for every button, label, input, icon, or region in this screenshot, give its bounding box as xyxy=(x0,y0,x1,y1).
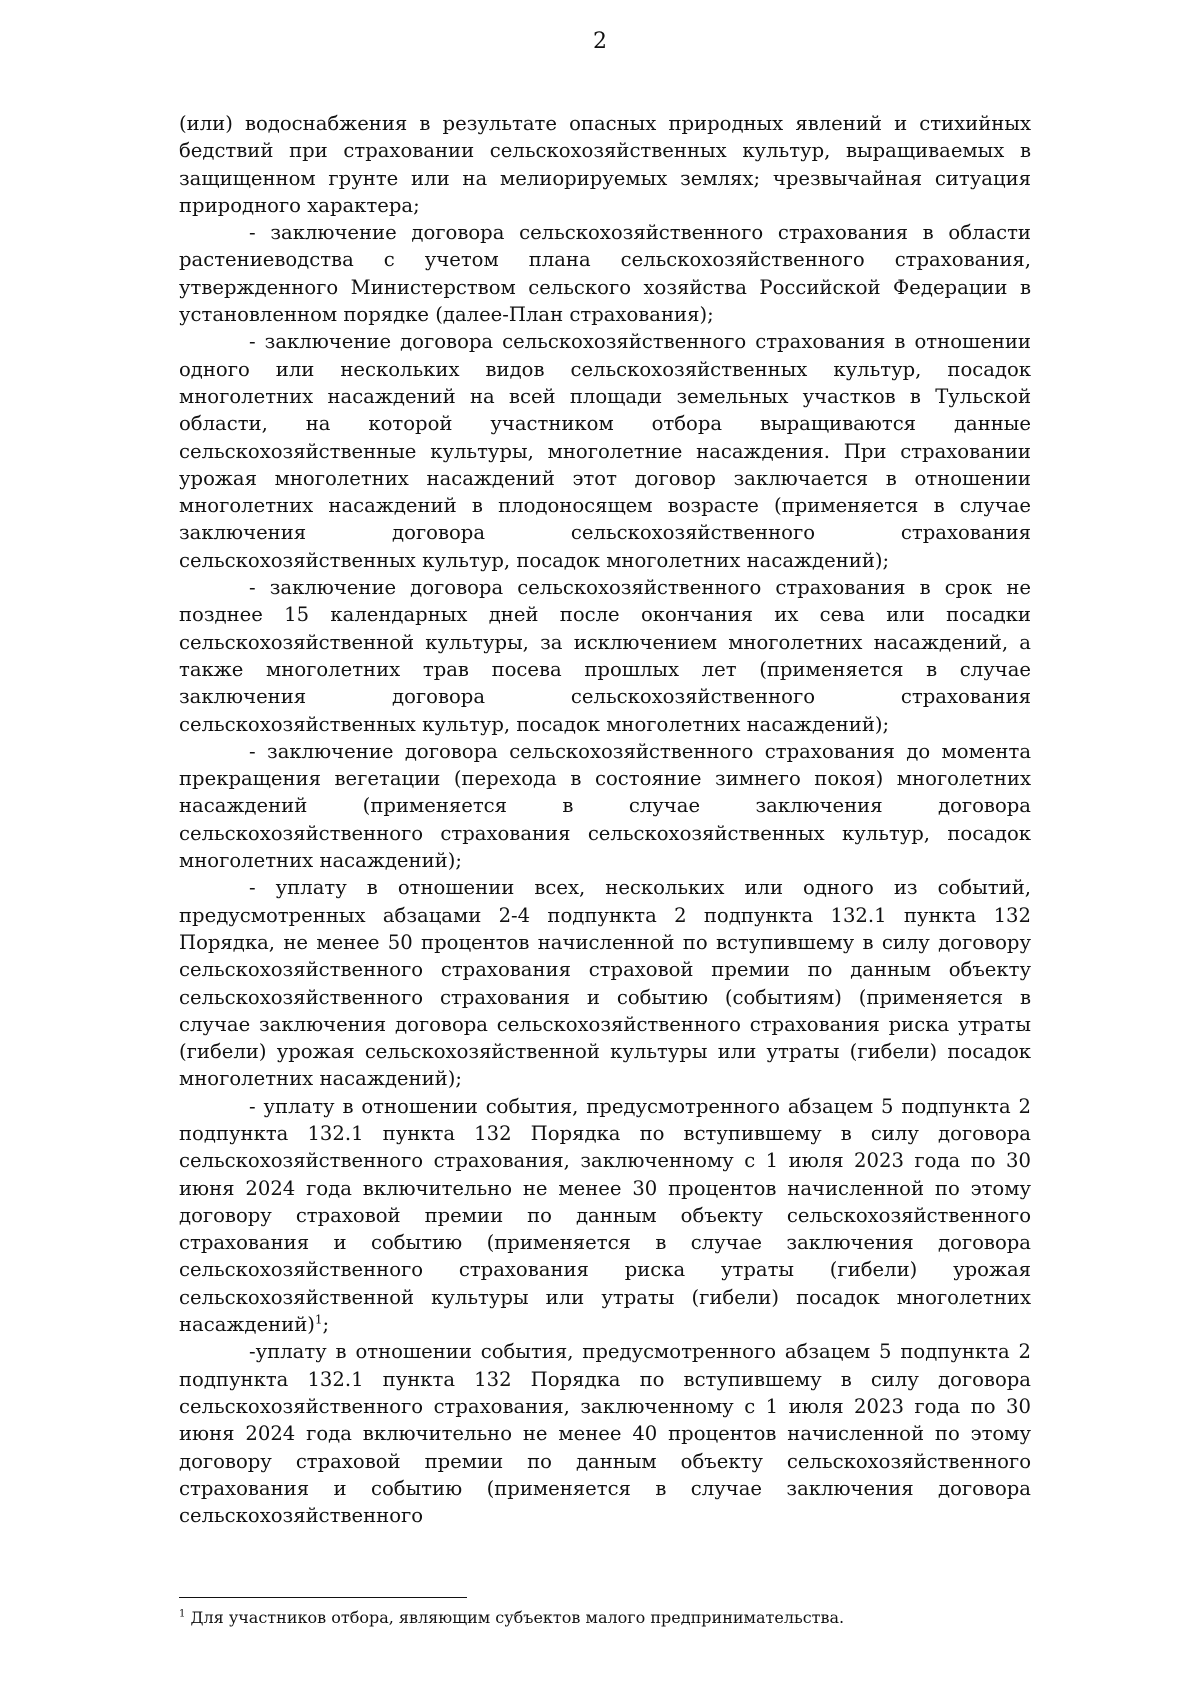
footnote-separator xyxy=(179,1597,467,1598)
footnote-text: Для участников отбора, являющим субъектов малого предпринимательства. xyxy=(185,1608,845,1627)
paragraph-payment-30 xyxy=(179,1093,1031,1339)
paragraph-insurance-plan: - заключение договора сельскохозяйственного страхования в области растениеводства с учетом плана сельскохозяйственного страхования, утвержденного Министерством сельского хозяйства Российской Федерации в установленном порядке (далее-План страхования); xyxy=(179,221,1031,327)
paragraph-15-days: - заключение договора сельскохозяйственного страхования в срок не позднее 15 календарных дней после окончания их сева или посадки сельскохозяйственной культуры, за исключением многолетних насаждений, а также многолетних трав посева прошлых лет (применяется в случае заключения договора сельскохозяйственного страхования сельскохозяйственных культур, посадок многолетних насаждений); xyxy=(179,576,1031,736)
paragraph-payment-40: -уплату в отношении события, предусмотренного абзацем 5 подпункта 2 подпункта 132.1 пункта 132 Порядка по вступившему в силу договора сельскохозяйственного страхования, заключенному с 1 июля 2023 года по 30 июня 2024 года включительно не менее 40 процентов начисленной по этому договору страховой премии по данным объекту сельскохозяйственного страхования и событию (применяется в случае заключения договора сельскохозяйственного xyxy=(179,1340,1031,1528)
paragraph-all-plots: - заключение договора сельскохозяйственного страхования в отношении одного или нескольких видов сельскохозяйственных культур, посадок многолетних насаждений на всей площади земельных участков в Тульской области, на которой участником отбора выращиваются данные сельскохозяйственные культуры, многолетние насаждения. При страховании урожая многолетних насаждений этот договор заключается в отношении многолетних насаждений в плодоносящем возрасте (применяется в случае заключения договора сельскохозяйственного страхования сельскохозяйственных культур, посадок многолетних насаждений); xyxy=(179,330,1031,572)
footnote-marker: 1 xyxy=(179,1608,186,1620)
paragraph-continuation: (или) водоснабжения в результате опасных природных явлений и стихийных бедствий при страховании сельскохозяйственных культур, выращиваемых в защищенном грунте или на мелиорируемых землях; чрезвычайная ситуация природного характера; xyxy=(179,112,1031,217)
paragraph-payment-30-tail: ; xyxy=(322,1313,330,1337)
footnote-reference: 1 xyxy=(314,1312,323,1327)
document-body xyxy=(179,110,1031,1529)
footnote xyxy=(179,1607,1031,1629)
paragraph-vegetation: - заключение договора сельскохозяйственного страхования до момента прекращения вегетации (перехода в состояние зимнего покоя) многолетних насаждений (применяется в случае заключения договора сельскохозяйственного страхования сельскохозяйственных культур, посадок многолетних насаждений); xyxy=(179,739,1031,873)
paragraph-payment-30-text: - уплату в отношении события, предусмотренного абзацем 5 подпункта 2 подпункта 132.1 пункта 132 Порядка по вступившему в силу договора сельскохозяйственного страхования, заключенному с 1 июля 2023 года по 30 июня 2024 года включительно не менее 30 процентов начисленной по этому договору страховой премии по данным объекту сельскохозяйственного страхования и событию (применяется в случае заключения договора сельскохозяйственного страхования риска утраты (гибели) урожая сельскохозяйственной культуры или утраты (гибели) посадок многолетних насаждений) xyxy=(179,1094,1031,1337)
page-number: 2 xyxy=(593,29,607,54)
paragraph-payment-50: - уплату в отношении всех, нескольких или одного из событий, предусмотренных абзацами 2-4 подпункта 2 подпункта 132.1 пункта 132 Порядка, не менее 50 процентов начисленной по вступившему в силу договору сельскохозяйственного страхования страховой премии по данным объекту сельскохозяйственного страхования и событию (событиям) (применяется в случае заключения договора сельскохозяйственного страхования риска утраты (гибели) урожая сельскохозяйственной культуры или утраты (гибели) посадок многолетних насаждений); xyxy=(179,876,1031,1091)
